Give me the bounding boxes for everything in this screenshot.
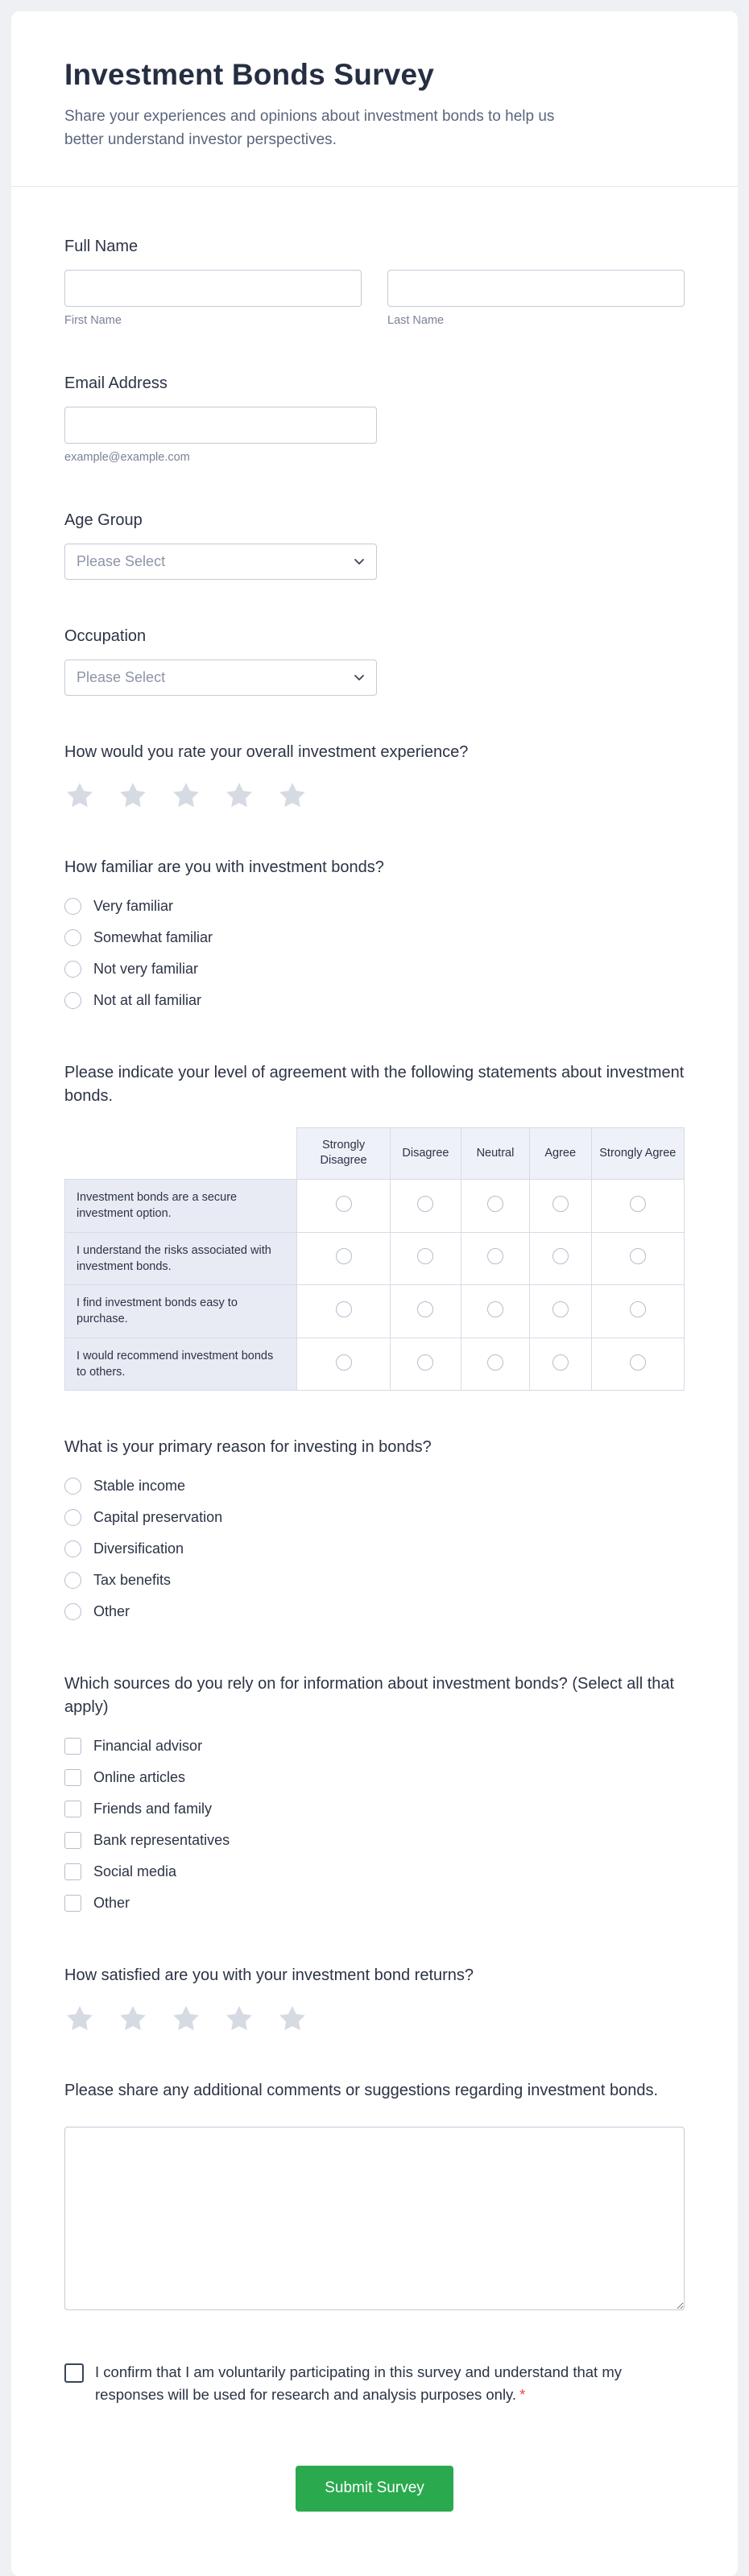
- matrix-column-header: Neutral: [461, 1127, 530, 1179]
- form-title: Investment Bonds Survey: [64, 58, 435, 91]
- agreement-matrix-label: Please indicate your level of agreement with the following statements about investment bonds.: [64, 1063, 685, 1105]
- checkbox-option-label: Social media: [93, 1863, 177, 1880]
- form-header: [11, 11, 738, 187]
- matrix-cell[interactable]: [461, 1338, 530, 1391]
- sources-label: Which sources do you rely on for information about investment bonds? (Select all that apply): [64, 1675, 675, 1717]
- radio-button[interactable]: [64, 1603, 81, 1620]
- email-sublabel: example@example.com: [64, 450, 190, 464]
- familiarity-label: How familiar are you with investment bonds?: [64, 858, 384, 876]
- radio-option[interactable]: [64, 1565, 685, 1596]
- radio-button[interactable]: [417, 1196, 433, 1212]
- radio-option[interactable]: [64, 922, 685, 953]
- checkbox[interactable]: [64, 1832, 81, 1849]
- checkbox[interactable]: [64, 1863, 81, 1880]
- full-name-label: Full Name: [64, 237, 139, 255]
- matrix-row: [65, 1232, 685, 1285]
- checkbox-option[interactable]: [64, 1730, 685, 1762]
- radio-button[interactable]: [417, 1248, 433, 1264]
- radio-button[interactable]: [64, 1540, 81, 1557]
- matrix-row: [65, 1285, 685, 1338]
- matrix-cell[interactable]: [591, 1285, 684, 1338]
- question-sources: [64, 1673, 685, 1919]
- matrix-cell[interactable]: [529, 1338, 591, 1391]
- radio-button[interactable]: [487, 1354, 503, 1371]
- occupation-select[interactable]: [64, 660, 377, 696]
- checkbox[interactable]: [64, 1769, 81, 1786]
- email-label: Email Address: [64, 374, 168, 392]
- matrix-cell[interactable]: [461, 1285, 530, 1338]
- radio-button[interactable]: [552, 1354, 569, 1371]
- checkbox-option[interactable]: [64, 1762, 685, 1793]
- first-name-input[interactable]: [64, 270, 362, 307]
- consent-label: [95, 2361, 685, 2406]
- matrix-cell[interactable]: [390, 1285, 461, 1338]
- radio-option[interactable]: [64, 953, 685, 985]
- radio-button[interactable]: [64, 898, 81, 915]
- question-occupation: [64, 625, 685, 696]
- matrix-cell[interactable]: [390, 1232, 461, 1285]
- question-age-group: [64, 509, 685, 580]
- last-name-sublabel: Last Name: [387, 313, 445, 327]
- form-body: [11, 187, 738, 2576]
- submit-section: [64, 2466, 685, 2544]
- comments-textarea[interactable]: [64, 2127, 685, 2310]
- question-email: [64, 372, 685, 464]
- radio-button[interactable]: [64, 1572, 81, 1589]
- matrix-cell[interactable]: [529, 1285, 591, 1338]
- experience-rating-label: How would you rate your overall investment experience?: [64, 742, 469, 761]
- radio-option-label: Capital preservation: [93, 1509, 223, 1526]
- checkbox-option-label: Financial advisor: [93, 1738, 203, 1755]
- experience-star-rating: [64, 780, 685, 811]
- star-icon[interactable]: [118, 2003, 148, 2034]
- checkbox-option-label: Online articles: [93, 1769, 186, 1786]
- matrix-row-label: Investment bonds are a secure investment option.: [65, 1180, 297, 1233]
- radio-button[interactable]: [336, 1354, 352, 1371]
- matrix-cell[interactable]: [591, 1180, 684, 1233]
- radio-option-label: Not very familiar: [93, 960, 199, 977]
- matrix-cell[interactable]: [461, 1180, 530, 1233]
- star-icon[interactable]: [277, 780, 308, 811]
- checkbox-option[interactable]: [64, 1825, 685, 1856]
- occupation-label: Occupation: [64, 626, 147, 645]
- matrix-column-header: Disagree: [390, 1127, 461, 1179]
- checkbox-option-label: Friends and family: [93, 1801, 213, 1817]
- primary-reason-label: What is your primary reason for investing in bonds?: [64, 1438, 432, 1457]
- star-icon[interactable]: [171, 2003, 201, 2034]
- question-comments: [64, 2079, 685, 2314]
- radio-button[interactable]: [630, 1354, 646, 1371]
- radio-button[interactable]: [552, 1196, 569, 1212]
- matrix-column-header: Agree: [529, 1127, 591, 1179]
- radio-button[interactable]: [552, 1248, 569, 1264]
- satisfaction-rating-label: How satisfied are you with your investment bond returns?: [64, 1966, 474, 1985]
- radio-option-label: Tax benefits: [93, 1572, 172, 1589]
- checkbox[interactable]: [64, 1895, 81, 1912]
- matrix-row: [65, 1180, 685, 1233]
- question-experience-rating: [64, 741, 685, 811]
- checkbox-option[interactable]: [64, 1888, 685, 1919]
- matrix-cell[interactable]: [297, 1180, 390, 1233]
- survey-form-card: [11, 11, 738, 2576]
- radio-button[interactable]: [417, 1354, 433, 1371]
- radio-option[interactable]: [64, 1502, 685, 1533]
- question-full-name: [64, 235, 685, 327]
- matrix-row-label: I would recommend investment bonds to others.: [65, 1338, 297, 1391]
- star-icon[interactable]: [118, 780, 148, 811]
- matrix-cell[interactable]: [390, 1338, 461, 1391]
- radio-button[interactable]: [64, 1478, 81, 1495]
- radio-option-label: Stable income: [93, 1478, 186, 1495]
- matrix-row-label: I find investment bonds easy to purchase.: [65, 1285, 297, 1338]
- matrix-cell[interactable]: [591, 1232, 684, 1285]
- matrix-cell[interactable]: [529, 1180, 591, 1233]
- radio-button[interactable]: [630, 1196, 646, 1212]
- radio-option[interactable]: [64, 891, 685, 922]
- radio-option[interactable]: [64, 985, 685, 1016]
- radio-button[interactable]: [630, 1301, 646, 1317]
- matrix-row: [65, 1338, 685, 1391]
- star-icon[interactable]: [64, 780, 95, 811]
- question-agreement-matrix: [64, 1061, 685, 1391]
- satisfaction-star-rating: [64, 2003, 685, 2034]
- radio-button[interactable]: [336, 1248, 352, 1264]
- consent-row[interactable]: [64, 2361, 685, 2406]
- submit-button[interactable]: Submit Survey: [296, 2466, 453, 2512]
- last-name-input[interactable]: [387, 270, 685, 307]
- consent-label-text: I confirm that I am voluntarily participating in this survey and understand that my responses will be used for research and analysis purposes only.: [95, 2363, 622, 2404]
- checkbox[interactable]: [64, 1738, 81, 1755]
- radio-button[interactable]: [64, 961, 81, 978]
- comments-label: Please share any additional comments or suggestions regarding investment bonds.: [64, 2082, 659, 2100]
- radio-button[interactable]: [630, 1248, 646, 1264]
- form-subtitle: Share your experiences and opinions about investment bonds to help us better understand investor perspectives.: [64, 108, 555, 149]
- consent-checkbox[interactable]: [64, 2363, 84, 2383]
- radio-option-label: Very familiar: [93, 897, 174, 914]
- checkbox-option[interactable]: [64, 1856, 685, 1888]
- checkbox-option-label: Bank representatives: [93, 1832, 230, 1849]
- matrix-cell[interactable]: [390, 1180, 461, 1233]
- matrix-column-header: Strongly Agree: [591, 1127, 684, 1179]
- radio-button[interactable]: [64, 992, 81, 1009]
- star-icon[interactable]: [277, 2003, 308, 2034]
- required-asterisk: *: [519, 2386, 526, 2404]
- matrix-column-header: Strongly Disagree: [297, 1127, 390, 1179]
- star-icon[interactable]: [64, 2003, 95, 2034]
- star-icon[interactable]: [224, 780, 254, 811]
- matrix-cell[interactable]: [297, 1285, 390, 1338]
- radio-button[interactable]: [552, 1301, 569, 1317]
- checkbox-option[interactable]: [64, 1793, 685, 1825]
- age-group-label: Age Group: [64, 511, 143, 529]
- radio-option-label: Other: [93, 1603, 130, 1620]
- radio-button[interactable]: [417, 1301, 433, 1317]
- agreement-matrix-table: [64, 1127, 685, 1391]
- checkbox-option-label: Other: [93, 1895, 130, 1912]
- radio-button[interactable]: [64, 929, 81, 946]
- radio-button[interactable]: [336, 1196, 352, 1212]
- matrix-cell[interactable]: [461, 1232, 530, 1285]
- question-satisfaction-rating: [64, 1964, 685, 2034]
- radio-option-label: Not at all familiar: [93, 991, 202, 1008]
- age-group-select[interactable]: [64, 544, 377, 580]
- radio-option[interactable]: [64, 1596, 685, 1627]
- radio-button[interactable]: [336, 1301, 352, 1317]
- first-name-sublabel: First Name: [64, 313, 122, 327]
- radio-option-label: Diversification: [93, 1540, 184, 1557]
- email-input[interactable]: [64, 407, 377, 444]
- radio-option[interactable]: [64, 1533, 685, 1565]
- star-icon[interactable]: [224, 2003, 254, 2034]
- radio-button[interactable]: [487, 1301, 503, 1317]
- matrix-cell[interactable]: [297, 1232, 390, 1285]
- checkbox[interactable]: [64, 1801, 81, 1817]
- question-familiarity: [64, 856, 685, 1016]
- radio-button[interactable]: [487, 1196, 503, 1212]
- matrix-corner-cell: [65, 1127, 297, 1179]
- radio-option-label: Somewhat familiar: [93, 928, 213, 945]
- star-icon[interactable]: [171, 780, 201, 811]
- radio-button[interactable]: [64, 1509, 81, 1526]
- matrix-cell[interactable]: [297, 1338, 390, 1391]
- radio-option[interactable]: [64, 1470, 685, 1502]
- matrix-row-label: I understand the risks associated with investment bonds.: [65, 1232, 297, 1285]
- matrix-cell[interactable]: [529, 1232, 591, 1285]
- question-primary-reason: [64, 1436, 685, 1627]
- radio-button[interactable]: [487, 1248, 503, 1264]
- matrix-cell[interactable]: [591, 1338, 684, 1391]
